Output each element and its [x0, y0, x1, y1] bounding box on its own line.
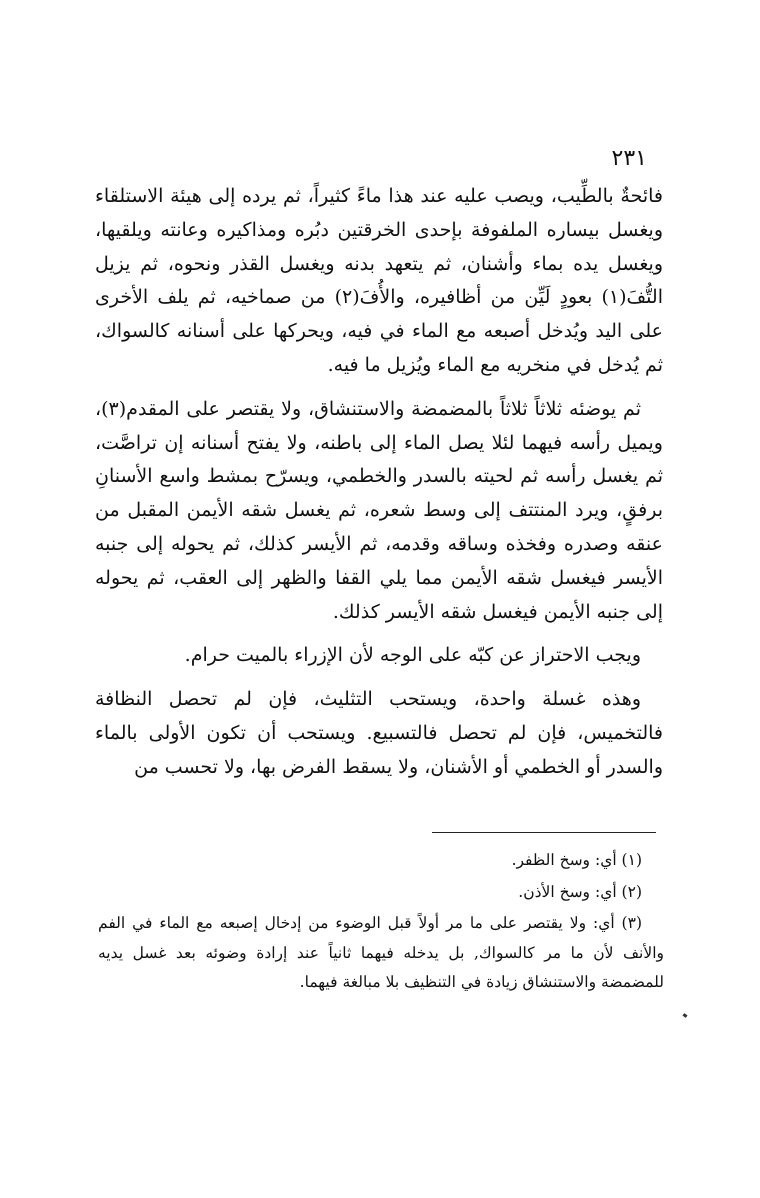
paragraph: ويجب الاحتراز عن كبّه على الوجه لأن الإزراء بالميت حرام. [184, 644, 641, 667]
paragraph: وهذه غسلة واحدة، ويستحب التثليث، فإن لم تحصل النظافة فالتخميس، فإن لم تحصل فالتسبيع. ويستحب أن تكون الأولى بالماء والسدر أو الخطمي أو الأشنان، ولا يسقط الفرض بها، ولا تحسب من [95, 688, 663, 778]
footnote: (٣) أي: ولا يقتصر على ما مر أولاً قبل الوضوء من إدخال إصبعه مع الماء في الفم والأنف لأن ما مر كالسواك, بل يدخله فيهما ثانياً عند إرادة وضوئه بعد غسل يديه للمضمضة والاستنشاق زيادة في التنظيف بلا مبالغة فيهما. [98, 914, 664, 991]
footnote-divider [432, 832, 656, 833]
main-text [95, 180, 663, 795]
paragraph: فائحةٌ بالطِّيب، ويصب عليه عند هذا ماءً كثيراً، ثم يرده إلى هيئة الاستلقاء ويغسل بيساره الملفوفة بإحدى الخرقتين دبُره ومذاكيره وعانته ويلقيها، ويغسل يده بماء وأشنان، ثم يتعهد بدنه ويغسل القذر ونحوه، ثم يزيل التُّفَ(١) بعودٍ لَيِّن من أظافيره، والأُفَ(٢) من صماخيه، ثم يلف الأخرى على اليد ويُدخل أصبعه مع الماء في فيه، ويحركها على أسنانه كالسواك، ثم يُدخل في منخريه مع الماء ويُزيل ما فيه. [95, 185, 663, 376]
paragraph: ثم يوضئه ثلاثاً ثلاثاً بالمضمضة والاستنشاق، ولا يقتصر على المقدم(٣)، ويميل رأسه فيهما لئلا يصل الماء إلى باطنه، ولا يفتح أسنانه إن تراصَّت، ثم يغسل رأسه ثم لحيته بالسدر والخطمي، ويسرّح بمشط واسع الأسنانِ برفقٍ، ويرد المنتتف إلى وسط شعره، ثم يغسل شقه الأيمن المقبل من عنقه وصدره وفخذه وساقه وقدمه، ثم الأيسر كذلك، ثم يحوله إلى جنبه الأيسر فيغسل شقه الأيمن مما يلي القفا والظهر إلى العقب، ثم يحوله إلى جنبه الأيمن فيغسل شقه الأيسر كذلك. [95, 397, 663, 623]
footnotes [98, 846, 664, 1000]
page-number: ٢٣١ [611, 146, 647, 171]
scan-speck [683, 1013, 688, 1018]
footnote: (١) أي: وسخ الظفر. [511, 851, 642, 869]
footnote: (٢) أي: وسخ الأذن. [518, 882, 642, 901]
